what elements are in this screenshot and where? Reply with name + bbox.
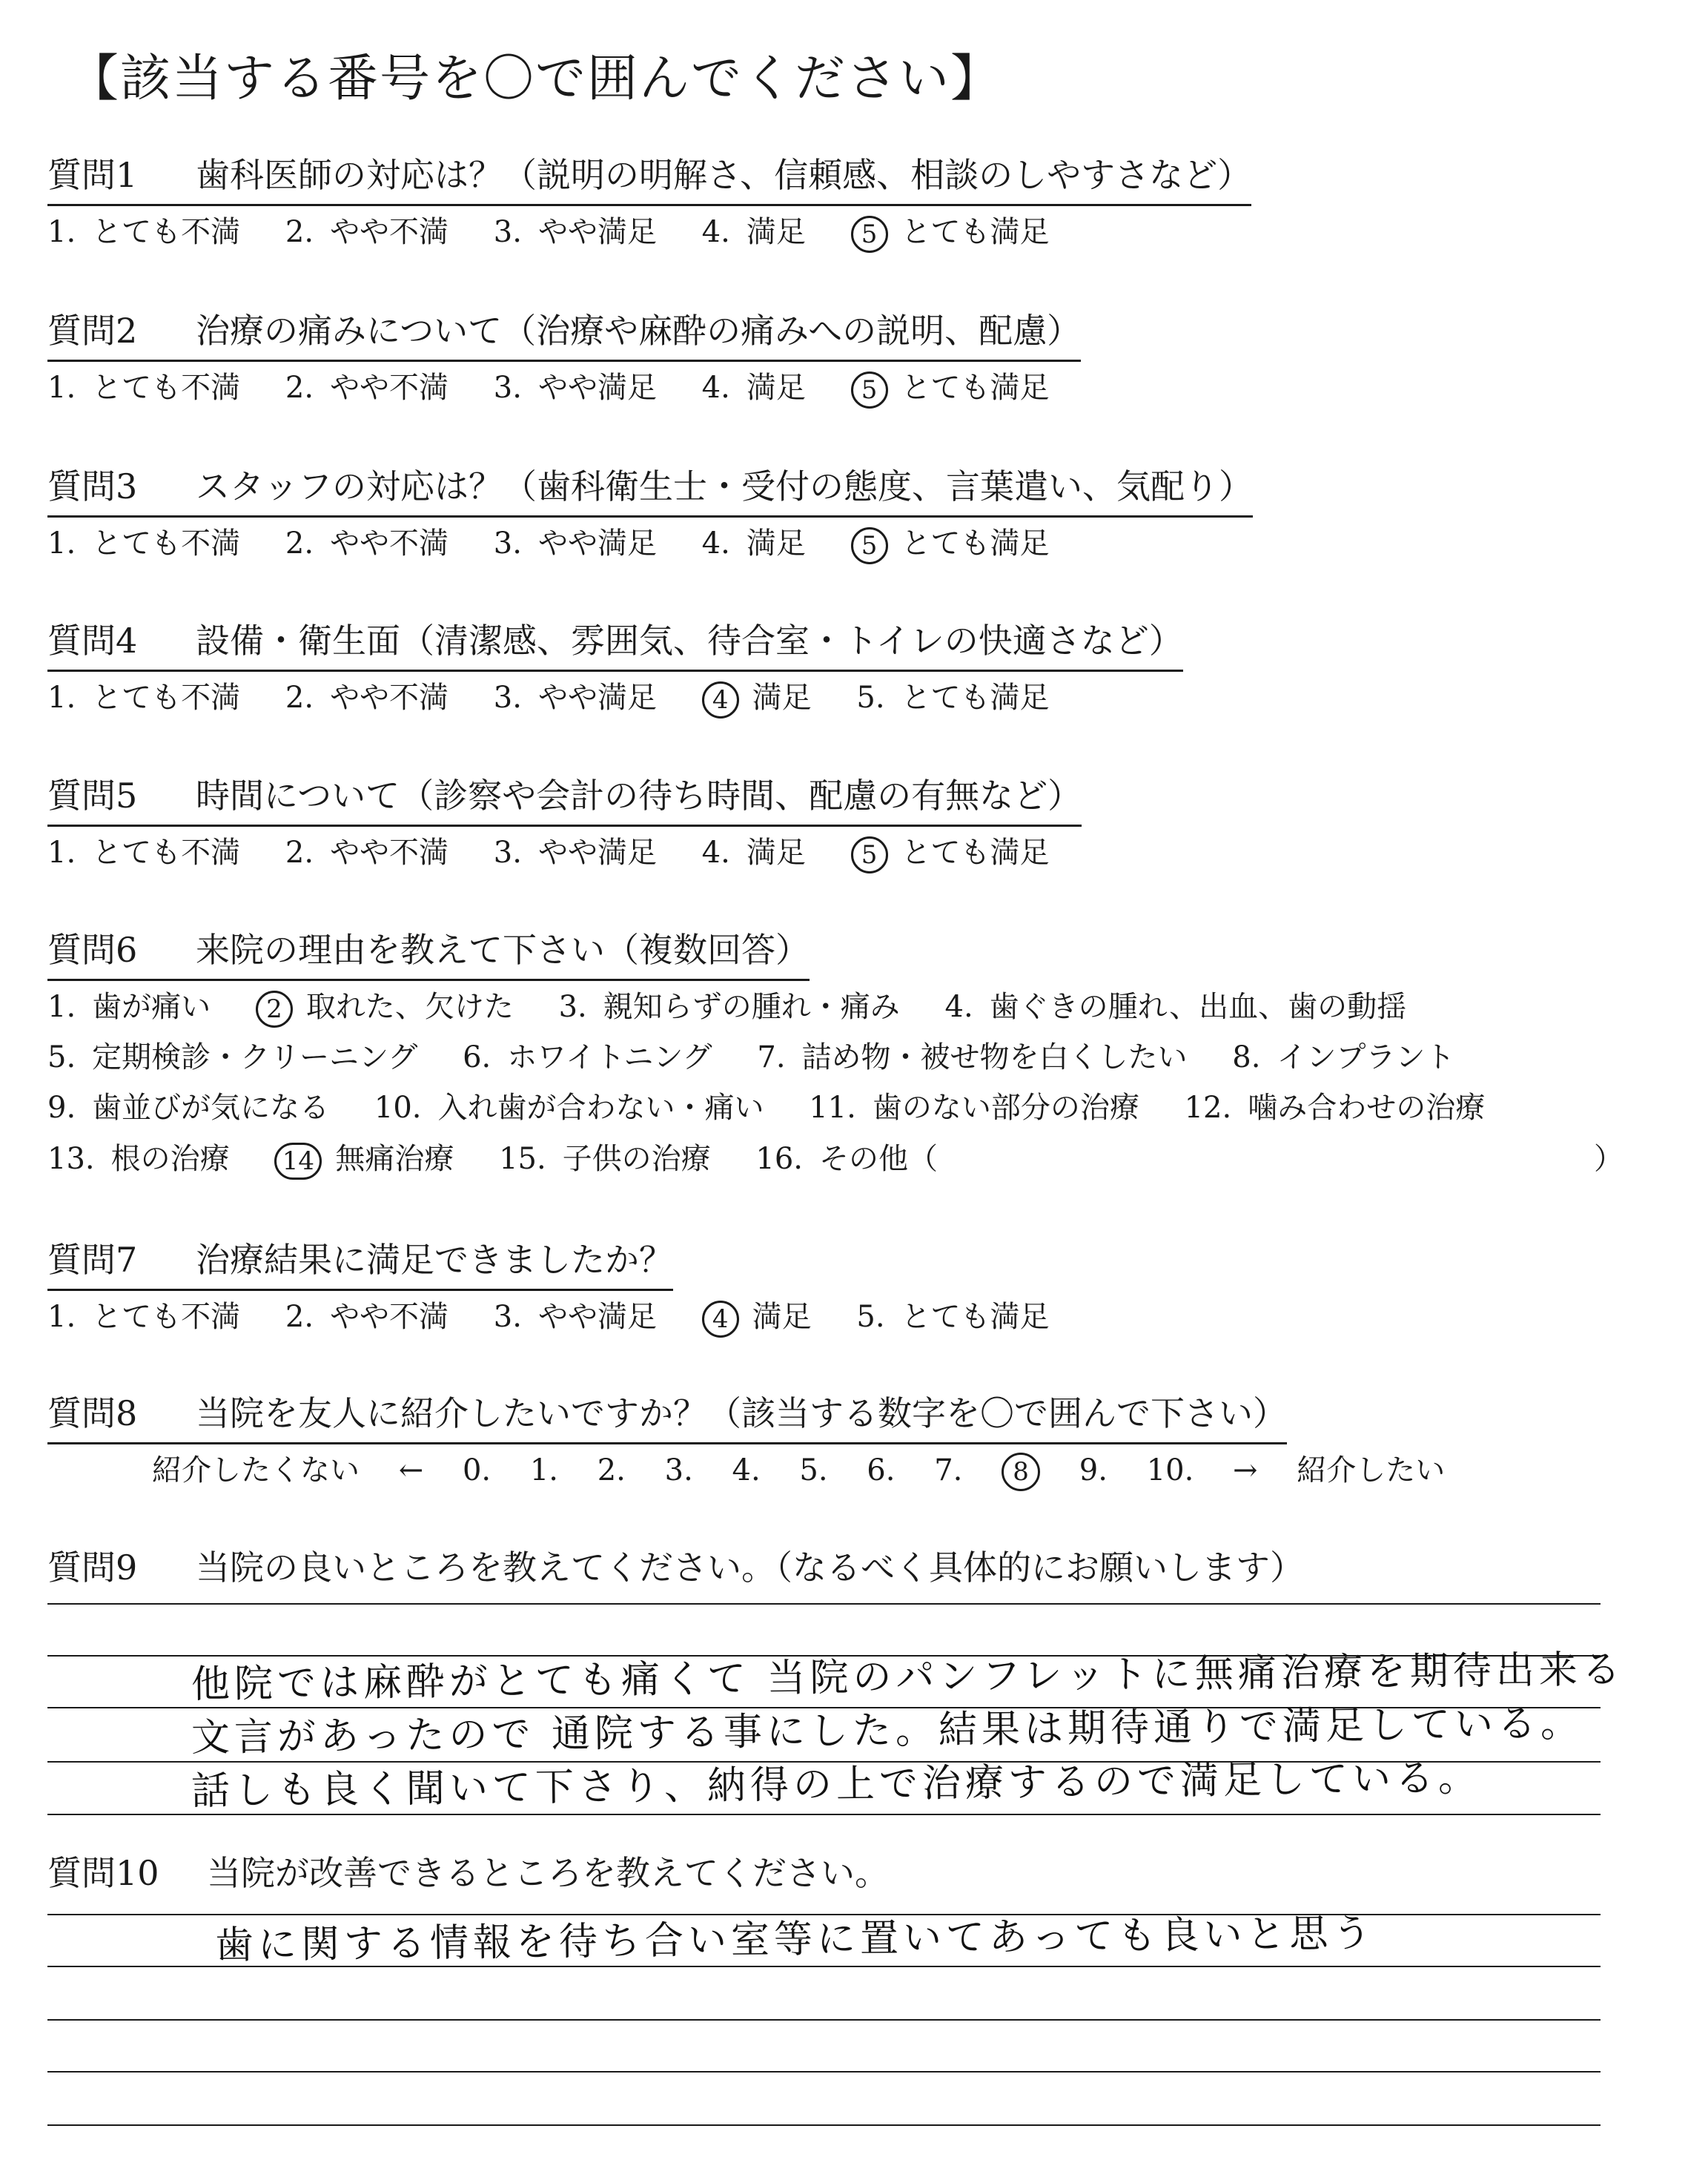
reason-6[interactable]: 6. ホワイトニング <box>463 1040 712 1074</box>
scale-value-2[interactable]: 2. <box>597 1453 626 1487</box>
handwritten-improvement-answer: 歯に関する情報を待ち合い室等に置いてあっても良いと思う <box>214 1911 1376 1968</box>
reason-13[interactable]: 13. 根の治療 <box>47 1142 230 1176</box>
question-6-row-4 <box>47 1138 973 1180</box>
scale-value-10[interactable]: 10. <box>1146 1453 1194 1487</box>
option-1[interactable]: 1. とても不満 <box>47 836 241 870</box>
question-text: 当院を友人に紹介したいですか？（該当する数字を〇で囲んで下さい） <box>196 1393 1287 1433</box>
question-2-options <box>47 367 1085 409</box>
scale-value-7[interactable]: 7. <box>934 1453 963 1487</box>
option-1[interactable]: 1. とても不満 <box>47 215 241 249</box>
option-3[interactable]: 3. やや満足 <box>493 371 657 405</box>
recommend-scale <box>152 1450 1474 1491</box>
option-2[interactable]: 2. やや不満 <box>285 526 449 561</box>
question-text: 来院の理由を教えて下さい（複数回答） <box>196 930 810 970</box>
reason-9[interactable]: 9. 歯並びが気になる <box>47 1091 330 1125</box>
option-3[interactable]: 3. やや満足 <box>493 836 657 870</box>
question-4-options <box>47 677 1085 719</box>
question-8-heading <box>47 1390 1287 1444</box>
option-3[interactable]: 3. やや満足 <box>493 1300 657 1334</box>
option-5-selected[interactable]: 5 とても満足 <box>851 832 1050 873</box>
scale-value-8-selected[interactable]: 8 <box>1002 1453 1040 1491</box>
question-1-options <box>47 211 1085 253</box>
reason-1[interactable]: 1. 歯が痛い <box>47 990 211 1024</box>
reason-2-selected[interactable]: 2 取れた、欠けた <box>256 986 514 1028</box>
option-4[interactable]: 4. 満足 <box>701 215 806 249</box>
scale-value-9[interactable]: 9. <box>1079 1453 1108 1487</box>
question-text: 時間について（診察や会計の待ち時間、配慮の有無など） <box>196 776 1082 816</box>
question-9-heading <box>47 1545 1304 1596</box>
question-text: 当院の良いところを教えてください。（なるべく具体的にお願いします） <box>196 1548 1304 1588</box>
question-text: 当院が改善できるところを教えてください。 <box>207 1853 889 1893</box>
question-5-heading <box>47 773 1082 827</box>
question-number: 質問3 <box>47 466 138 506</box>
option-4-selected[interactable]: 4 満足 <box>702 1296 812 1338</box>
question-number: 質問2 <box>47 311 138 351</box>
option-1[interactable]: 1. とても不満 <box>47 526 241 561</box>
option-3[interactable]: 3. やや満足 <box>493 215 657 249</box>
reason-4[interactable]: 4. 歯ぐきの腫れ、出血、歯の動揺 <box>944 990 1407 1024</box>
option-5-selected[interactable]: 5 とても満足 <box>851 367 1050 409</box>
page-title: 【該当する番号を〇で囲んでください】 <box>68 50 1003 108</box>
scale-value-0[interactable]: 0. <box>462 1453 491 1487</box>
option-5[interactable]: 5. とても満足 <box>856 1300 1050 1334</box>
question-1-heading <box>47 152 1251 206</box>
question-7-options <box>47 1296 1085 1338</box>
reason-15[interactable]: 15. 子供の治療 <box>499 1142 711 1176</box>
answer-line <box>47 2019 1601 2021</box>
handwritten-answer-line-3: 話しも良く聞いて下さり、納得の上で治療するので満足している。 <box>191 1755 1482 1814</box>
option-4[interactable]: 4. 満足 <box>701 836 806 870</box>
question-number: 質問6 <box>47 930 138 970</box>
option-4[interactable]: 4. 満足 <box>701 526 806 561</box>
question-number: 質問1 <box>47 155 138 195</box>
scale-value-3[interactable]: 3. <box>664 1453 693 1487</box>
option-1[interactable]: 1. とても不満 <box>47 371 241 405</box>
option-5-selected[interactable]: 5 とても満足 <box>851 523 1050 564</box>
question-number: 質問8 <box>47 1393 138 1433</box>
question-text: 治療結果に満足できましたか？ <box>196 1240 673 1280</box>
other-close-paren: ） <box>1594 1142 1623 1176</box>
right-arrow-icon: → <box>1233 1453 1258 1487</box>
question-number: 質問4 <box>47 621 138 661</box>
question-number: 質問7 <box>47 1240 138 1280</box>
reason-3[interactable]: 3. 親知らずの腫れ・痛み <box>558 990 900 1024</box>
question-7-heading <box>47 1237 673 1291</box>
option-3[interactable]: 3. やや満足 <box>493 526 657 561</box>
reason-11[interactable]: 11. 歯のない部分の治療 <box>809 1091 1139 1125</box>
reason-8[interactable]: 8. インプラント <box>1232 1040 1455 1074</box>
scale-left-label: 紹介したくない <box>152 1453 360 1487</box>
option-5[interactable]: 5. とても満足 <box>856 681 1050 715</box>
option-4[interactable]: 4. 満足 <box>701 371 806 405</box>
scale-value-4[interactable]: 4. <box>732 1453 761 1487</box>
reason-5[interactable]: 5. 定期検診・クリーニング <box>47 1040 418 1074</box>
option-3[interactable]: 3. やや満足 <box>493 681 657 715</box>
question-5-options <box>47 832 1085 873</box>
reason-7[interactable]: 7. 詰め物・被せ物を白くしたい <box>757 1040 1188 1074</box>
option-2[interactable]: 2. やや不満 <box>285 836 449 870</box>
question-text: 歯科医師の対応は？（説明の明解さ、信頼感、相談のしやすさなど） <box>196 155 1252 195</box>
option-4-selected[interactable]: 4 満足 <box>702 677 812 719</box>
scale-value-1[interactable]: 1. <box>529 1453 559 1487</box>
option-2[interactable]: 2. やや不満 <box>285 371 449 405</box>
question-10-heading <box>47 1850 889 1902</box>
handwritten-answer-line-2: 文言があったので 通院する事にした。結果は期待通りで満足している。 <box>191 1701 1584 1760</box>
question-number: 質問9 <box>47 1548 138 1588</box>
question-2-heading <box>47 308 1081 362</box>
question-number: 質問10 <box>47 1853 159 1893</box>
question-6-heading <box>47 927 810 981</box>
answer-line <box>47 2124 1601 2126</box>
question-text: 設備・衛生面（清潔感、雰囲気、待合室・トイレの快適さなど） <box>196 621 1183 661</box>
answer-line <box>47 1603 1601 1605</box>
option-2[interactable]: 2. やや不満 <box>285 681 449 715</box>
scale-value-5[interactable]: 5. <box>799 1453 828 1487</box>
reason-16[interactable]: 16. その他（ <box>755 1142 939 1176</box>
left-arrow-icon: ← <box>398 1453 424 1487</box>
question-text: スタッフの対応は？（歯科衛生士・受付の態度、言葉遣い、気配り） <box>196 466 1253 506</box>
option-5-selected[interactable]: 5 とても満足 <box>851 211 1050 253</box>
question-6-row-2 <box>47 1037 1490 1078</box>
question-6-row-3 <box>47 1087 1520 1129</box>
reason-14-selected[interactable]: 14 無痛治療 <box>274 1138 454 1180</box>
option-1[interactable]: 1. とても不満 <box>47 681 241 715</box>
answer-line <box>47 2071 1601 2073</box>
handwritten-answer-line-1: 他院では麻酔がとても痛くて 当院のパンフレットに無痛治療を期待出来る <box>191 1647 1626 1707</box>
question-4-heading <box>47 618 1183 672</box>
scale-value-6[interactable]: 6. <box>867 1453 896 1487</box>
option-2[interactable]: 2. やや不満 <box>285 215 449 249</box>
option-1[interactable]: 1. とても不満 <box>47 1300 241 1334</box>
question-text: 治療の痛みについて（治療や麻酔の痛みへの説明、配慮） <box>196 311 1082 351</box>
option-2[interactable]: 2. やや不満 <box>285 1300 449 1334</box>
scale-right-label: 紹介したい <box>1297 1453 1446 1487</box>
reason-10[interactable]: 10. 入れ歯が合わない・痛い <box>374 1091 764 1125</box>
question-3-heading <box>47 463 1253 518</box>
reason-12[interactable]: 12. 噛み合わせの治療 <box>1184 1091 1486 1125</box>
question-6-row-1 <box>47 986 1442 1028</box>
question-number: 質問5 <box>47 776 138 816</box>
question-3-options <box>47 523 1085 564</box>
